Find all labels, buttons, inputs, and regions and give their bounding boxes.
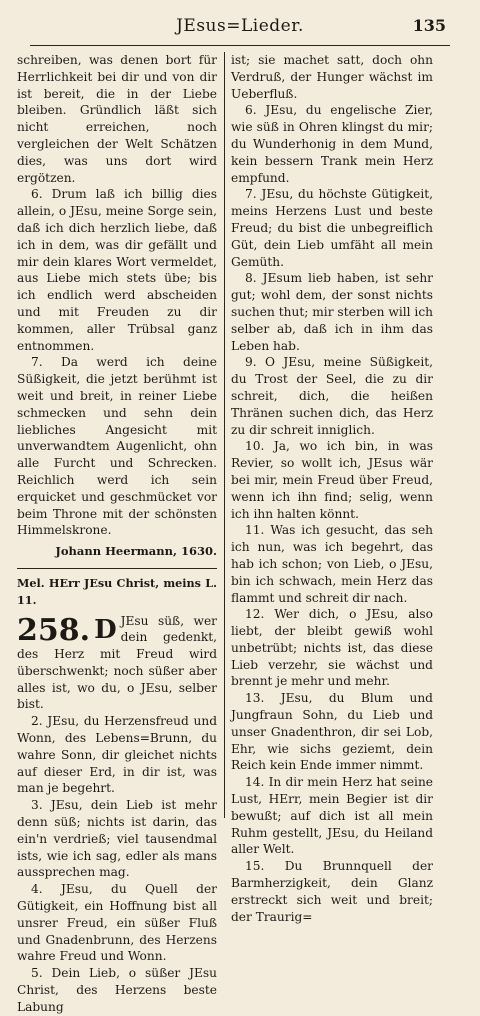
header-rule: [30, 45, 450, 46]
verse-8: 8. JEsum lieb haben, ist sehr gut; wohl dem, der sonst nichts suchen thut; mir sterben will ich selber ab, daß ich in ihm das Leben hab.: [231, 271, 433, 353]
running-title: JEsus=Lieder.: [176, 16, 304, 36]
hymn-258: [17, 613, 217, 714]
verse-2: 2. JEsu, du Herzensfreud und Wonn, des Lebens=Brunn, du wahre Sonn, dir gleichet nichts auf dieser Erd, in dir ist, was man je begehrt.: [17, 714, 217, 796]
running-header: [0, 14, 480, 44]
hymn-number: 258.: [17, 612, 91, 648]
verse-12: 12. Wer dich, o JEsu, also liebt, der bleibt gewiß wohl unbetrübt; nichts ist, das diese Lieb verzehr, sie wächst und brennt je mehr und mehr.: [231, 607, 433, 689]
verse-15: 15. Du Brunnquell der Barmherzigkeit, dein Glanz erstreckt sich weit und breit; der Traurig=: [231, 859, 433, 924]
verse-continuation: schreiben, was denen bort für Herrlichkeit bei dir und von dir ist bereit, die in der Liebe bleiben. Gründlich läßt sich nicht erreichen, noch vergleichen der Welt Schätzen dies, was uns dort wird ergötzen.: [17, 53, 217, 185]
verse-7: 7. Da werd ich deine Süßigkeit, die jetzt berühmt ist weit und breit, in reiner Liebe schmecken und sehn dein liebliches Angesicht mit unverwandtem Augenlicht, ohn alle Furcht und Schrecken. Reichlich werd ich sein erquicket und geschmücket vor beim Throne mit der schönsten Himmelskrone.: [17, 355, 217, 538]
verse-6-right: 6. JEsu, du engelische Zier, wie süß in Ohren klingst du mir; du Wunderhonig in dem Mund, kein bessern Trank mein Herz empfund.: [231, 103, 433, 185]
verse-5: 5. Dein Lieb, o süßer JEsu Christ, des Herzens beste Labung: [17, 966, 217, 1014]
column-divider: [224, 52, 225, 818]
drop-initial: D: [94, 614, 117, 645]
page-number: 135: [412, 16, 446, 35]
verse-11: 11. Was ich gesucht, das seh ich nun, was ich begehrt, das hab ich schon; von Lieb, o JEsu, bin ich schwach, mein Herz das flammt und schreit dir nach.: [231, 523, 433, 605]
verse-6: 6. Drum laß ich billig dies allein, o JEsu, meine Sorge sein, daß ich dich herzlich liebe, daß ich in dem, was dir gefällt und mir dein klares Wort vermeldet, aus Liebe mich stets übe; bis ich endlich werd abscheiden und mit Freuden zu dir kommen, aller Trübsal ganz entnommen.: [17, 187, 217, 353]
verse-14: 14. In dir mein Herz hat seine Lust, HErr, mein Begier ist dir bewußt; auf dich ist all mein Ruhm gestellt, JEsu, du Heiland aller Welt.: [231, 775, 433, 857]
verse-13: 13. JEsu, du Blum und Jungfraun Sohn, du Lieb und unser Gnadenthron, dir sei Lob, Ehr, wie sichs geziemt, dein Reich kein Ende immer nimmt.: [231, 691, 433, 773]
verse-7-right: 7. JEsu, du höchste Gütigkeit, meins Herzens Lust und beste Freud; du bist die unbegreiflich Güt, dein Lieb umfäht all mein Gemüth.: [231, 187, 433, 269]
verse-9: 9. O JEsu, meine Süßigkeit, du Trost der Seel, die zu dir schreit, dich, die heißen Thränen suchen dich, das Herz zu dir schreit inniglich.: [231, 355, 433, 437]
verse-4: 4. JEsu, du Quell der Gütigkeit, ein Hoffnung bist all unsrer Freud, ein süßer Fluß und Gnadenbrunn, des Herzens wahre Freud und Wonn.: [17, 882, 217, 964]
verse-3: 3. JEsu, dein Lieb ist mehr denn süß; nichts ist darin, das ein'n verdrieß; viel tausendmal ists, wie ich sag, edler als mans aussprechen mag.: [17, 798, 217, 880]
verse-1: JEsu süß, wer dein gedenkt, des Herz mit Freud wird überschwenkt; noch süßer aber alles ist, wo du, o JEsu, selber bist.: [17, 613, 217, 712]
melody-line: Mel. HErr JEsu Christ, meins L. 11.: [17, 568, 217, 609]
left-column: [17, 52, 217, 1016]
verse-5-continuation: ist; sie machet satt, doch ohn Verdruß, der Hunger wächst im Ueberfluß.: [231, 53, 433, 101]
right-column: [231, 52, 433, 925]
hymn-author: Johann Heermann, 1630.: [55, 544, 217, 559]
verse-10: 10. Ja, wo ich bin, in was Revier, so wollt ich, JEsus wär bei mir, mein Freud über Freud, wenn ich ihn find; selig, wenn ich ihn halten könnt.: [231, 439, 433, 521]
